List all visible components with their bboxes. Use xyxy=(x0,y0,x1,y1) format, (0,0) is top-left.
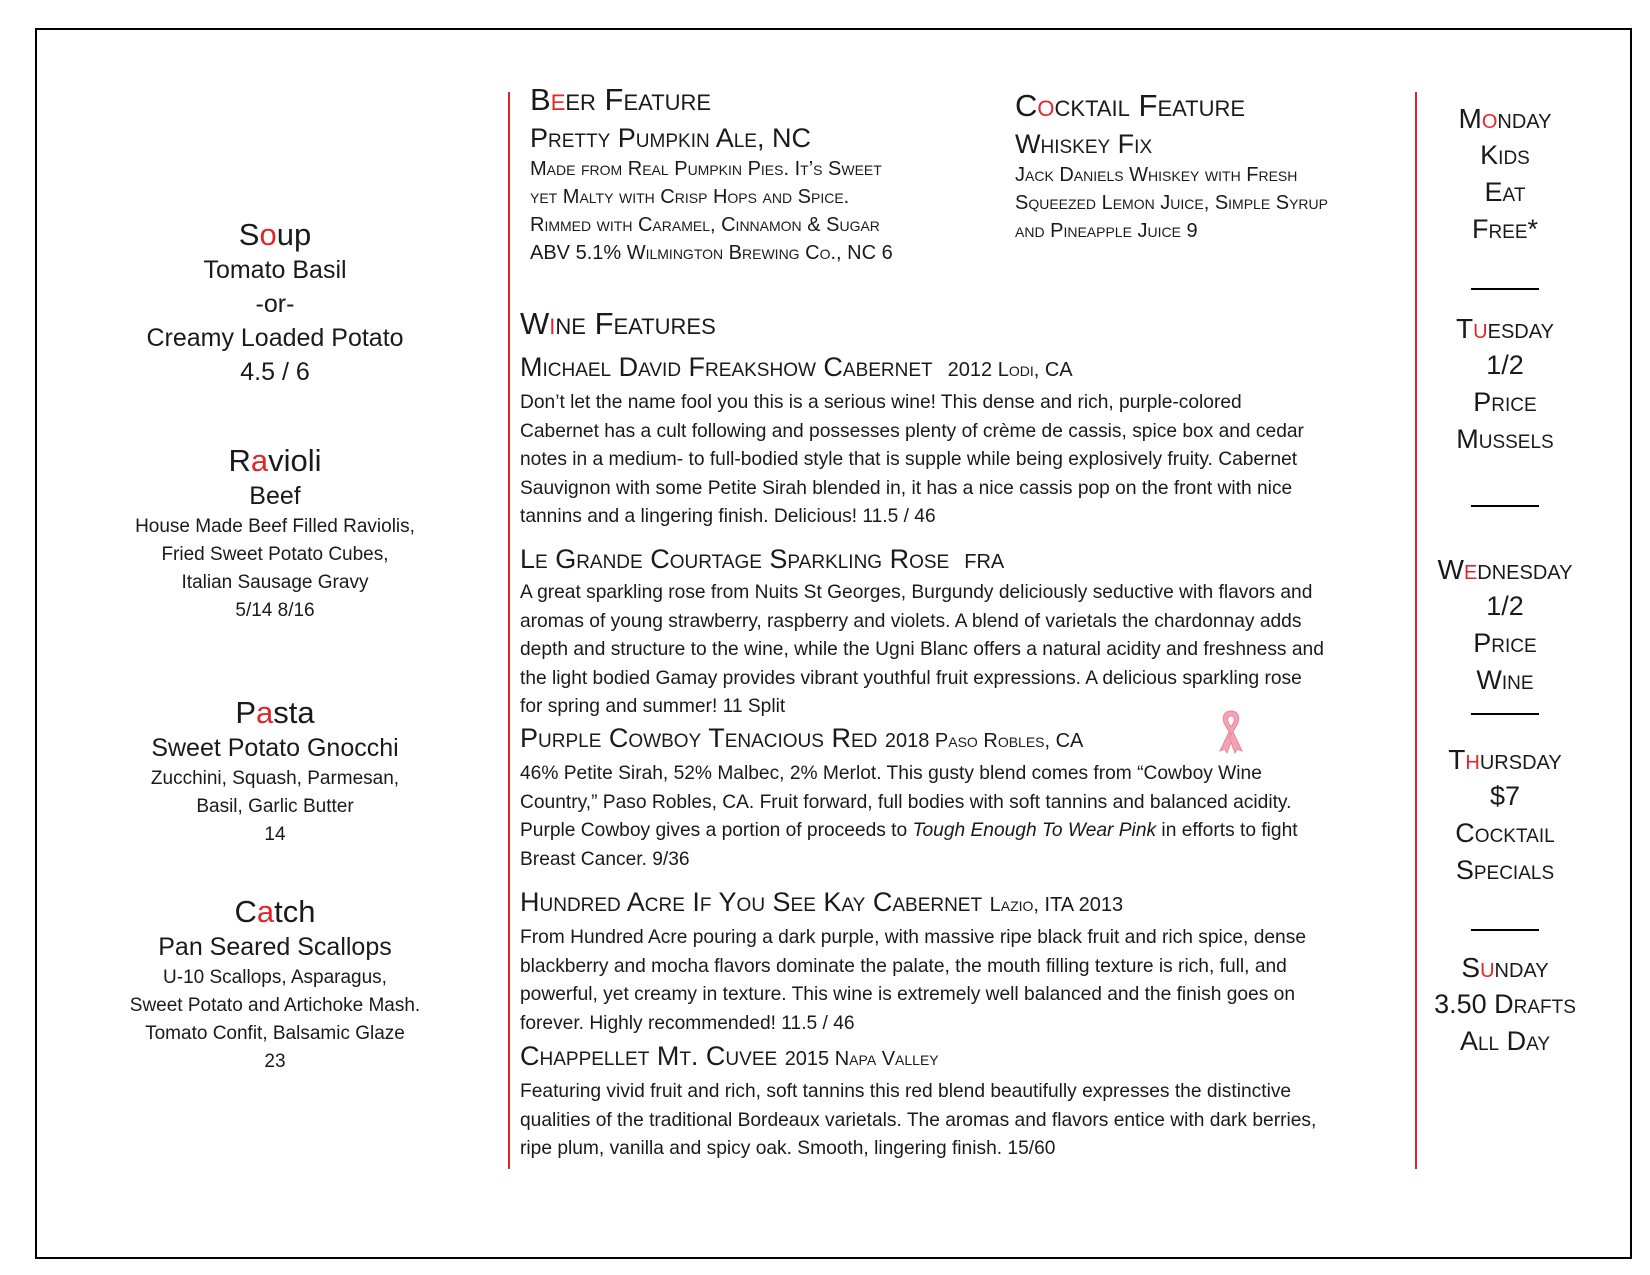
catch-name: Pan Seared Scallops xyxy=(158,933,392,961)
tuesday-special xyxy=(1430,310,1580,458)
wine-desc-line: Featuring vivid fruit and rich, soft tannins this red blend beautifully expresses the distinctive xyxy=(520,1081,1292,1102)
wine-desc-line: the light bodied Gamay provides vibrant youthful fruit expressions. A delicious sparkling rose xyxy=(520,667,1302,689)
beer-desc-3: Rimmed with Caramel, Cinnamon & Sugar xyxy=(530,214,880,236)
wine-desc-line: for spring and summer! 11 Split xyxy=(520,696,786,718)
special-line: $7 xyxy=(1489,781,1521,811)
beer-name: Pretty Pumpkin Ale, NC xyxy=(530,123,811,153)
divider xyxy=(1471,505,1539,507)
divider xyxy=(1471,929,1539,931)
thursday-special xyxy=(1430,741,1580,889)
wine-desc-line: ripe plum, vanilla and spicy oak. Smooth, lingering finish. 15/60 xyxy=(520,1138,1056,1160)
catch-price: 23 xyxy=(264,1051,286,1072)
wine-item xyxy=(520,721,1410,874)
wine-heading: Wine Features xyxy=(520,306,716,341)
special-line: Kids xyxy=(1480,140,1530,170)
catch-desc-2: Sweet Potato and Artichoke Mash. xyxy=(129,995,421,1016)
wine-desc-line: Breast Cancer. 9/36 xyxy=(520,848,690,870)
wine-item xyxy=(520,1039,1410,1164)
wine-desc-line: qualities of the traditional Bordeaux varietals. The aromas and flavors entice with dark berries, xyxy=(520,1109,1317,1131)
wine-desc-line: forever. Highly recommended! 11.5 / 46 xyxy=(520,1012,855,1034)
wine-desc-line: powerful, yet creamy in texture. This wine is extremely well balanced and the finish goes on xyxy=(520,984,1295,1006)
special-line: All Day xyxy=(1459,1026,1551,1056)
ravioli-desc-2: Fried Sweet Potato Cubes, xyxy=(161,544,389,565)
wine-desc-line: Purple Cowboy gives a portion of proceeds to Tough Enough To Wear Pink in efforts to fight xyxy=(520,820,1298,842)
special-line: Price xyxy=(1473,628,1537,658)
special-line: Price xyxy=(1473,387,1537,417)
catch-desc-1: U-10 Scallops, Asparagus, xyxy=(163,967,387,988)
wine-desc-line: notes in a medium- to full-bodied style that is supple while being explosively fruity. Cabernet xyxy=(520,449,1298,471)
divider xyxy=(1471,288,1539,290)
wine-desc-line: blackberry and mocha flavors dominate the palate, the mouth filling texture is rich, full, and xyxy=(520,955,1287,977)
wine-desc-line: Don’t let the name fool you this is a serious wine! This dense and rich, purple-colored xyxy=(520,392,1242,413)
wine-desc-line: A great sparkling rose from Nuits St Georges, Burgundy deliciously seductive with flavors and xyxy=(520,582,1313,603)
pink-ribbon-icon xyxy=(1216,707,1246,755)
cocktail-feature xyxy=(1015,87,1410,245)
special-line: Mussels xyxy=(1456,424,1554,454)
ravioli-price: 5/14 8/16 xyxy=(235,600,315,621)
daily-specials xyxy=(1430,100,1580,1060)
catch-heading: Catch xyxy=(234,894,316,929)
wine-desc-line: 46% Petite Sirah, 52% Malbec, 2% Merlot. This gusty blend comes from “Cowboy Wine xyxy=(520,763,1262,784)
catch-section xyxy=(95,894,455,1076)
soup-option-1: Tomato Basil xyxy=(203,256,347,284)
wine-title: Chappellet Mt. Cuvee 2015 Napa Valley xyxy=(520,1041,939,1071)
wine-title: Michael David Freakshow Cabernet 2012 Lodi, CA xyxy=(520,352,1073,382)
soup-heading: Soup xyxy=(238,217,312,252)
special-line: 3.50 Drafts xyxy=(1434,989,1576,1019)
pasta-desc-2: Basil, Garlic Butter xyxy=(196,796,354,817)
monday-special xyxy=(1430,100,1580,248)
sunday-special xyxy=(1430,949,1580,1060)
day-heading: Monday xyxy=(1458,103,1552,134)
wine-title: Le Grande Courtage Sparkling Rose FRA xyxy=(520,544,1005,574)
ravioli-section xyxy=(95,443,455,625)
pasta-desc-1: Zucchini, Squash, Parmesan, xyxy=(150,768,400,789)
special-line: Specials xyxy=(1455,855,1555,885)
wine-desc-line: depth and structure to the wine, while the Ugni Blanc offers a natural acidity and freshness and xyxy=(520,639,1324,661)
day-heading: Wednesday xyxy=(1437,554,1573,585)
wine-desc-line: From Hundred Acre pouring a dark purple, with massive ripe black fruit and rich spice, dense xyxy=(520,927,1306,948)
beer-feature xyxy=(530,81,970,267)
special-line: 1/2 xyxy=(1486,350,1524,380)
cocktail-desc-1: Jack Daniels Whiskey with Fresh xyxy=(1015,164,1298,186)
left-divider xyxy=(508,92,510,1169)
divider xyxy=(1471,713,1539,715)
beer-heading: Beer Feature xyxy=(530,82,712,117)
beer-desc-2: yet Malty with Crisp Hops and Spice. xyxy=(530,186,850,208)
wine-item xyxy=(520,885,1410,1038)
cocktail-name: Whiskey Fix xyxy=(1015,129,1153,159)
catch-desc-3: Tomato Confit, Balsamic Glaze xyxy=(145,1023,405,1044)
special-line: Eat xyxy=(1484,177,1526,207)
pasta-price: 14 xyxy=(264,824,286,845)
pasta-name: Sweet Potato Gnocchi xyxy=(151,734,399,762)
right-divider xyxy=(1415,92,1417,1169)
wine-title: Hundred Acre If You See Kay Cabernet Lazio, ITA 2013 xyxy=(520,887,1124,917)
wine-desc-line: Country,” Paso Robles, CA. Fruit forward, full bodies with soft tannins and balanced acidity. xyxy=(520,791,1292,813)
day-heading: Tuesday xyxy=(1456,313,1554,344)
ravioli-desc-1: House Made Beef Filled Raviolis, xyxy=(135,516,415,537)
beer-desc-4: ABV 5.1% Wilmington Brewing Co., NC 6 xyxy=(530,242,893,264)
soup-option-2: Creamy Loaded Potato xyxy=(146,324,404,352)
day-heading: Sunday xyxy=(1461,952,1549,983)
wine-desc-line: tannins and a lingering finish. Delicious! 11.5 / 46 xyxy=(520,506,936,528)
day-heading: Thursday xyxy=(1448,744,1562,775)
special-line: Free* xyxy=(1471,214,1539,244)
cocktail-desc-2: Squeezed Lemon Juice, Simple Syrup xyxy=(1015,192,1328,214)
beer-desc-1: Made from Real Pumpkin Pies. It’s Sweet xyxy=(530,158,882,180)
cocktail-desc-3: and Pineapple Juice 9 xyxy=(1015,220,1198,242)
wine-item xyxy=(520,350,1410,532)
pasta-section xyxy=(95,695,455,849)
special-line: Cocktail xyxy=(1455,818,1555,848)
soup-or: -or- xyxy=(255,290,295,318)
soup-price: 4.5 / 6 xyxy=(240,358,310,386)
wine-desc-line: Cabernet has a cult following and possesses plenty of crème de cassis, spice box and cedar xyxy=(520,420,1304,442)
wine-features xyxy=(520,305,1410,343)
wine-desc-line: aromas of young strawberry, raspberry and violets. A blend of varietals the chardonnay adds xyxy=(520,610,1302,632)
soup-section xyxy=(95,217,455,389)
pasta-heading: Pasta xyxy=(235,695,315,730)
special-line: 1/2 xyxy=(1486,591,1524,621)
wine-item xyxy=(520,542,1410,722)
ravioli-name: Beef xyxy=(249,482,301,510)
ravioli-heading: Ravioli xyxy=(228,443,322,478)
special-line: Wine xyxy=(1476,665,1534,695)
wine-title: Purple Cowboy Tenacious Red 2018 Paso Robles, CA xyxy=(520,723,1084,753)
wednesday-special xyxy=(1430,551,1580,699)
ravioli-desc-3: Italian Sausage Gravy xyxy=(181,572,369,593)
wine-desc-line: Sauvignon with some Petite Sirah blended in, it has a nice cassis pop on the front with nice xyxy=(520,477,1293,499)
cocktail-heading: Cocktail Feature xyxy=(1015,88,1246,123)
